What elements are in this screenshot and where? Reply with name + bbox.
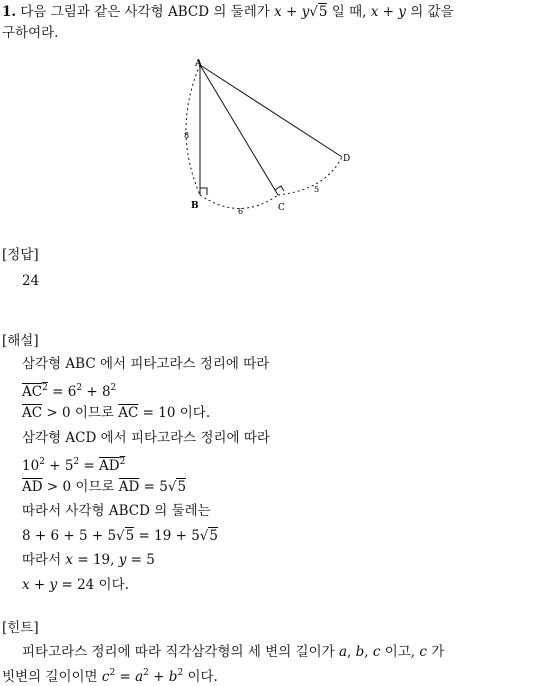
label-d: D — [343, 154, 351, 164]
hint-header: [힌트] — [2, 620, 39, 636]
hint-line-2-end: 이다. — [187, 669, 218, 685]
hint-line-1: 피타고라스 정리에 따라 직각삼각형의 세 변의 길이가 a, b, c 이고, c 가 — [22, 644, 445, 660]
hint-line-1-c: 가 — [431, 644, 445, 660]
solution-line-9-pre: 따라서 — [22, 552, 62, 568]
solution-line-10-end: 이다. — [98, 577, 129, 593]
arc-cd — [278, 157, 342, 195]
sum-expression: x + y — [370, 4, 406, 20]
solution-line-2: $AC^2 = 6^2 + 8^2$ — [22, 383, 117, 400]
segment-ad — [200, 65, 342, 157]
problem-text-a: 다음 그림과 같은 사각형 ABCD 의 둘레가 — [20, 4, 270, 20]
problem-text-c: 의 값을 — [410, 4, 454, 20]
label-c: C — [278, 203, 285, 213]
segment-ac — [200, 65, 278, 195]
problem-text-b: 일 때, — [331, 4, 367, 20]
solution-header: [해설] — [2, 333, 39, 349]
solution-line-10: x + y = 24 이다. — [22, 577, 129, 593]
answer-value: 24 — [22, 273, 40, 289]
solution-line-8: 8 + 6 + 5 + 5√5 = 19 + 5√5 — [22, 528, 219, 544]
solution-line-4: 삼각형 ACD 에서 피타고라스 정리에 따라 — [22, 430, 270, 446]
solution-line-6: $\overline{AD} > 0$ 이므로 $\overline{AD} = 5√5$ — [22, 479, 187, 495]
length-cd: 5 — [314, 185, 320, 194]
problem-line-1 — [2, 3, 454, 21]
solution-line-1: 삼각형 ABC 에서 피타고라스 정리에 따라 — [22, 356, 270, 372]
solution-line-3-mid: 이므로 — [74, 405, 114, 421]
perimeter-expression: x + y√5 — [274, 4, 328, 20]
problem-number: 1. — [2, 4, 17, 20]
solution-line-6-mid: 이므로 — [75, 479, 115, 495]
hint-line-1-b: 이고, — [384, 644, 416, 660]
right-angle-b — [200, 188, 207, 195]
solution-line-7: 따라서 사각형 ABCD 의 둘레는 — [22, 503, 211, 519]
arc-ab — [186, 65, 200, 195]
solution-line-3: $\overline{AC} > 0$ 이므로 $\overline{AC} = 10$ 이다. — [22, 405, 211, 421]
solution-line-5: $10^2 + 5^2 = AD^2$ — [22, 457, 126, 474]
solution-line-3-end: 이다. — [179, 405, 211, 421]
label-a: A — [195, 59, 202, 69]
answer-header: [정답] — [2, 247, 39, 263]
hint-line-2-text: 빗변의 길이이면 — [2, 669, 98, 685]
quadrilateral-figure — [150, 50, 370, 220]
label-b: B — [191, 201, 199, 211]
right-angle-c — [275, 186, 284, 191]
hint-line-1-text: 피타고라스 정리에 따라 직각삼각형의 세 변의 길이가 — [22, 644, 335, 660]
length-ab: 8 — [184, 131, 190, 140]
problem-line-2: 구하여라. — [2, 25, 59, 41]
hint-line-2: 빗변의 길이이면 $c^2 = a^2 + b^2$ 이다. — [2, 668, 218, 685]
length-bc: 6 — [238, 207, 244, 216]
solution-line-9: 따라서 x = 19, y = 5 — [22, 552, 155, 568]
